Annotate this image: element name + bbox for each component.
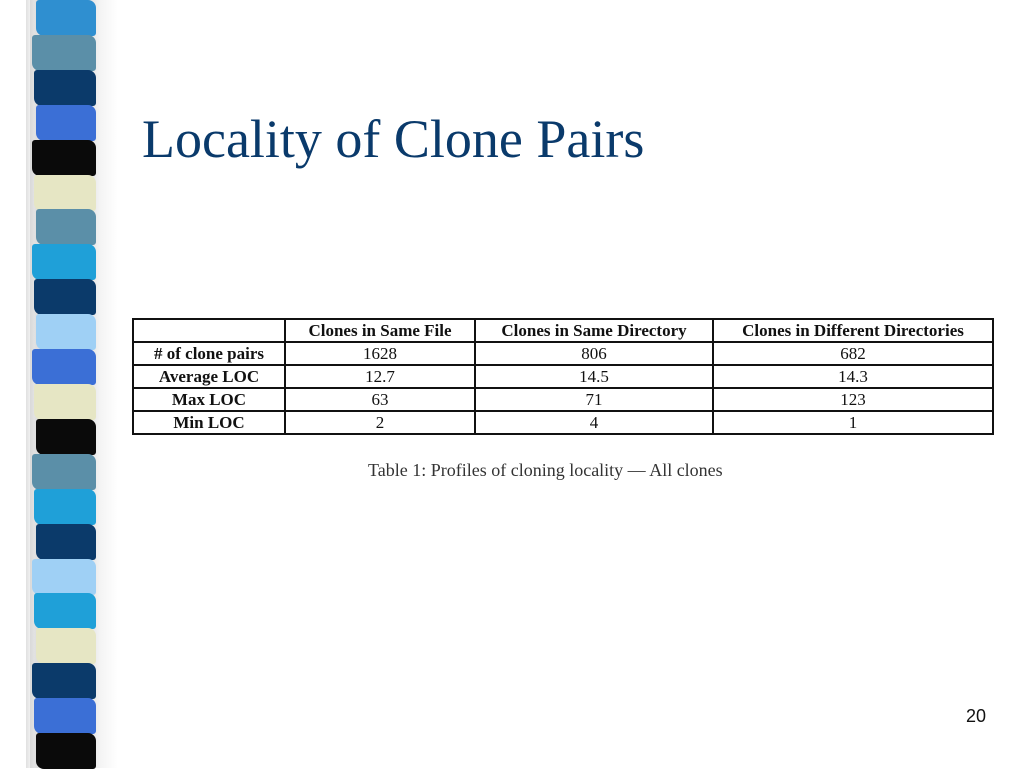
stripe-segment bbox=[34, 489, 96, 525]
stripe-segment bbox=[32, 35, 96, 71]
stripe-segment bbox=[34, 70, 96, 106]
row-label: Max LOC bbox=[133, 388, 285, 411]
header-cell-same-directory: Clones in Same Directory bbox=[475, 319, 713, 342]
table-cell: 4 bbox=[475, 411, 713, 434]
locality-table bbox=[132, 318, 994, 435]
table-cell: 806 bbox=[475, 342, 713, 365]
page-number: 20 bbox=[966, 706, 987, 726]
stripe-segment bbox=[32, 663, 96, 699]
table-cell: 71 bbox=[475, 388, 713, 411]
table-cell: 1 bbox=[713, 411, 993, 434]
table-cell: 63 bbox=[285, 388, 475, 411]
table-row bbox=[133, 388, 993, 411]
row-label: Average LOC bbox=[133, 365, 285, 388]
table-row bbox=[133, 411, 993, 434]
header-cell-same-file: Clones in Same File bbox=[285, 319, 475, 342]
stripe-segment bbox=[32, 244, 96, 280]
stripe-segment bbox=[36, 419, 96, 455]
table-cell: 123 bbox=[713, 388, 993, 411]
stripe-segment bbox=[34, 175, 96, 211]
locality-table-wrap bbox=[132, 318, 994, 435]
header-cell-different-directories: Clones in Different Directories bbox=[713, 319, 993, 342]
stripe-segment bbox=[32, 140, 96, 176]
stripe-segment bbox=[32, 559, 96, 595]
stripe-segment bbox=[36, 105, 96, 141]
table-row bbox=[133, 342, 993, 365]
stripe-segment bbox=[36, 733, 96, 769]
stripe-segment bbox=[34, 279, 96, 315]
row-label: # of clone pairs bbox=[133, 342, 285, 365]
table-header-row bbox=[133, 319, 993, 342]
stripe-segment bbox=[34, 593, 96, 629]
table-cell: 682 bbox=[713, 342, 993, 365]
stripe-segment bbox=[34, 698, 96, 734]
header-cell-empty bbox=[133, 319, 285, 342]
table-cell: 2 bbox=[285, 411, 475, 434]
stripe-segment bbox=[36, 0, 96, 36]
table-cell: 1628 bbox=[285, 342, 475, 365]
row-label: Min LOC bbox=[133, 411, 285, 434]
stripe-segment bbox=[36, 209, 96, 245]
table-row bbox=[133, 365, 993, 388]
stripe-segment bbox=[34, 384, 96, 420]
stripe-segment bbox=[36, 524, 96, 560]
table-caption: Table 1: Profiles of cloning locality — All clones bbox=[368, 460, 723, 480]
stripe-segment bbox=[36, 314, 96, 350]
stripe-segment bbox=[32, 349, 96, 385]
slide-title: Locality of Clone Pairs bbox=[142, 109, 645, 169]
table-cell: 14.3 bbox=[713, 365, 993, 388]
stripe-shadow bbox=[26, 0, 34, 768]
decorative-stripe-bar bbox=[0, 0, 118, 768]
table-cell: 14.5 bbox=[475, 365, 713, 388]
stripe-segment bbox=[36, 628, 96, 664]
table-cell: 12.7 bbox=[285, 365, 475, 388]
stripe-segment bbox=[32, 454, 96, 490]
